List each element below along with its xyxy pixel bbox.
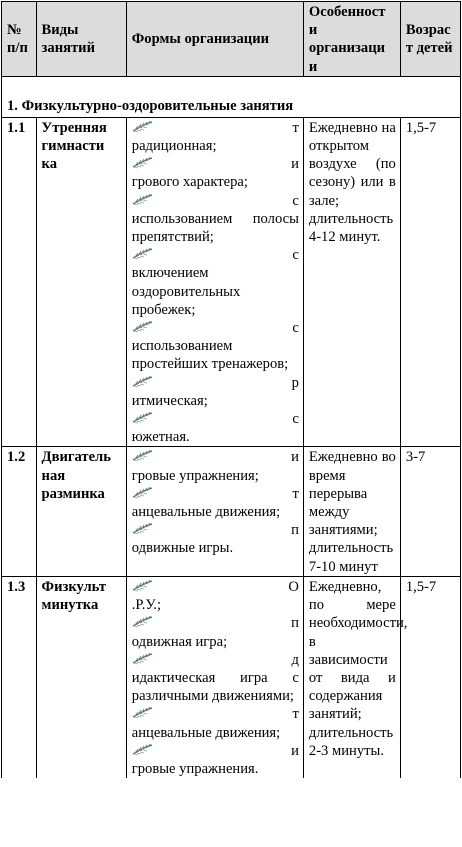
table-body [2, 117, 461, 778]
header-num: № п/п [2, 2, 37, 77]
header-kind: Виды занятий [36, 2, 126, 77]
table-row [2, 447, 461, 576]
organization-features: Ежедневно, по мере необходимости, в зависимости от вида и содержания занятий; длительность 2-3 минуты. [303, 576, 400, 778]
leaf-bullet-icon [132, 156, 153, 170]
children-age: 1,5-7 [400, 117, 460, 447]
activities-table [1, 1, 461, 778]
leaf-bullet-icon [132, 320, 153, 334]
leaf-bullet-icon [132, 193, 153, 207]
table-row [2, 117, 461, 447]
form-list-item: с использованием простейших тренажеров; [131, 320, 299, 373]
header-forms: Формы организации [126, 2, 303, 77]
leaf-bullet-icon [132, 579, 153, 593]
form-list-item: с использованием полосы препятствий; [131, 192, 299, 246]
table-row [2, 576, 461, 778]
leaf-bullet-icon [132, 652, 153, 666]
table-header-row [2, 2, 461, 77]
form-list-item: п одвижная игра; [131, 615, 299, 650]
row-number: 1.1 [2, 117, 37, 447]
header-age: Возрас т детей [400, 2, 460, 77]
activity-kind: Физкульт минутка [36, 576, 126, 778]
leaf-bullet-icon [132, 247, 153, 261]
form-list-item: и грового характера; [131, 156, 299, 191]
organization-features: Ежедневно во время перерыва между занятиями; длительность 7-10 минут [303, 447, 400, 576]
leaf-bullet-icon [132, 375, 153, 389]
activity-kind: Утренняя гимнасти ка [36, 117, 126, 447]
organization-forms [126, 576, 303, 778]
form-list-item: п одвижные игры. [131, 522, 299, 557]
section-title: 1. Физкультурно-оздоровительные занятия [2, 76, 461, 117]
leaf-bullet-icon [132, 449, 153, 463]
children-age: 3-7 [400, 447, 460, 576]
leaf-bullet-icon [132, 522, 153, 536]
children-age: 1,5-7 [400, 576, 460, 778]
form-list-item: и гровые упражнения. [131, 742, 299, 777]
form-list-item: с включением оздоровительных пробежек; [131, 247, 299, 318]
leaf-bullet-icon [132, 120, 153, 134]
leaf-bullet-icon [132, 706, 153, 720]
form-list-item: т радиционная; [131, 119, 299, 155]
row-number: 1.3 [2, 576, 37, 778]
form-list-item: д идактическая игра с различными движениями; [131, 651, 299, 705]
header-features: Особенност и организаци и [303, 2, 400, 77]
organization-forms [126, 447, 303, 576]
leaf-bullet-icon [132, 411, 153, 425]
form-list-item: р итмическая; [131, 374, 299, 409]
section-row [2, 76, 461, 117]
form-list-item: и гровые упражнения; [131, 449, 299, 484]
form-list-item: т анцевальные движения; [131, 706, 299, 741]
leaf-bullet-icon [132, 615, 153, 629]
activity-kind: Двигатель ная разминка [36, 447, 126, 576]
organization-features: Ежедневно на открытом воздухе (по сезону) или в зале; длительность 4-12 минут. [303, 117, 400, 447]
row-number: 1.2 [2, 447, 37, 576]
leaf-bullet-icon [132, 486, 153, 500]
form-list-item: О .Р.У.; [131, 578, 299, 614]
organization-forms [126, 117, 303, 447]
leaf-bullet-icon [132, 743, 153, 757]
form-list-item: с южетная. [131, 411, 299, 446]
form-list-item: т анцевальные движения; [131, 485, 299, 521]
